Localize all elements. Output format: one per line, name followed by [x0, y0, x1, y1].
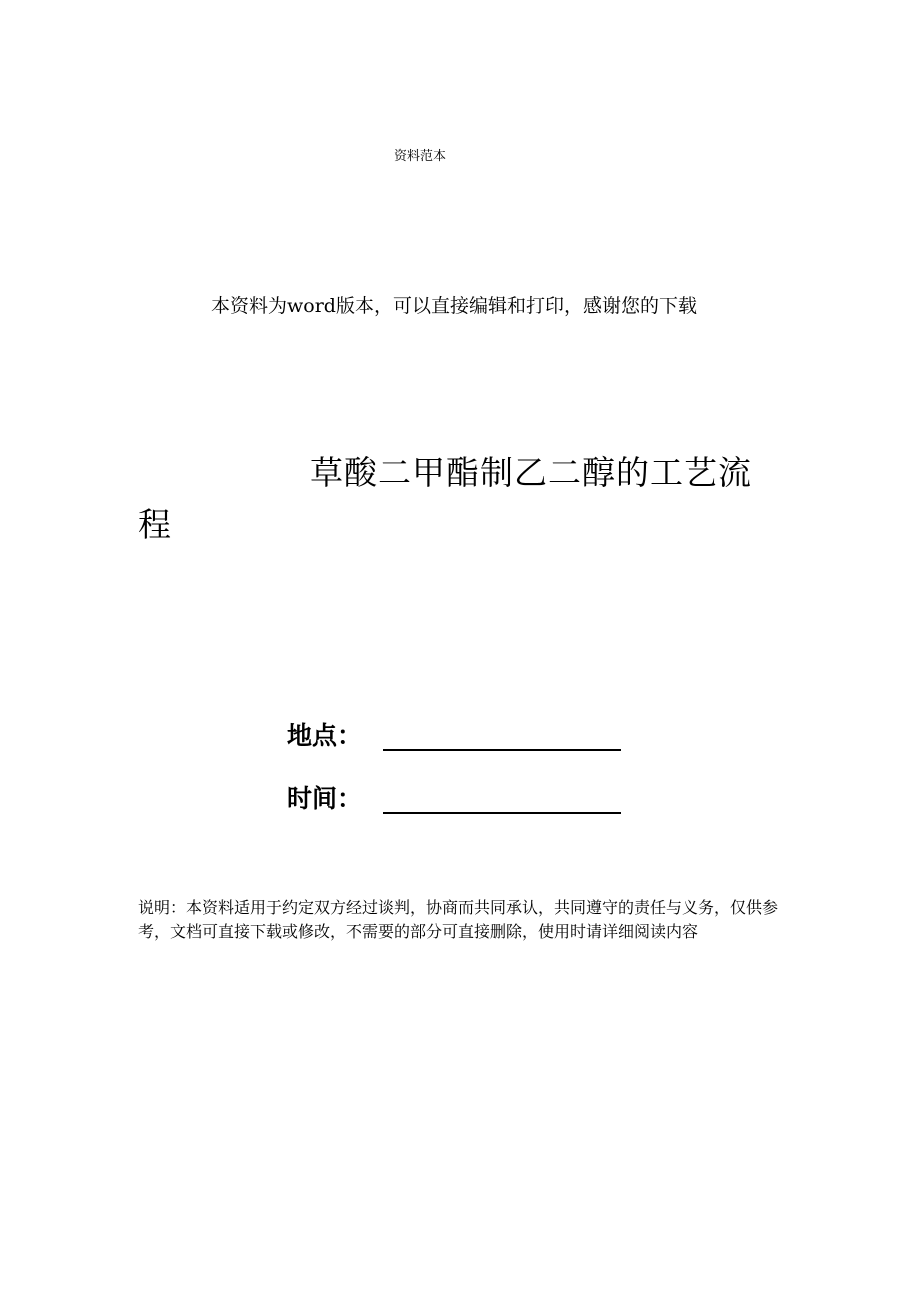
- document-header-label: 资料范本: [393, 149, 446, 164]
- intro-notice: 本资料为word版本，可以直接编辑和打印，感谢您的下载: [211, 295, 697, 317]
- document-title: 草酸二甲酯制乙二醇的工艺流程: [138, 453, 752, 544]
- location-label: 地点：: [287, 721, 363, 750]
- time-blank-line: [383, 812, 621, 814]
- location-blank-line: [383, 749, 621, 751]
- time-label: 时间：: [287, 784, 363, 813]
- location-field: [287, 716, 647, 756]
- time-field: [287, 779, 647, 819]
- usage-note: 说明：本资料适用于约定双方经过谈判，协商而共同承认，共同遵守的责任与义务，仅供参考，文档可直接下载或修改，不需要的部分可直接删除，使用时请详细阅读内容: [138, 898, 779, 941]
